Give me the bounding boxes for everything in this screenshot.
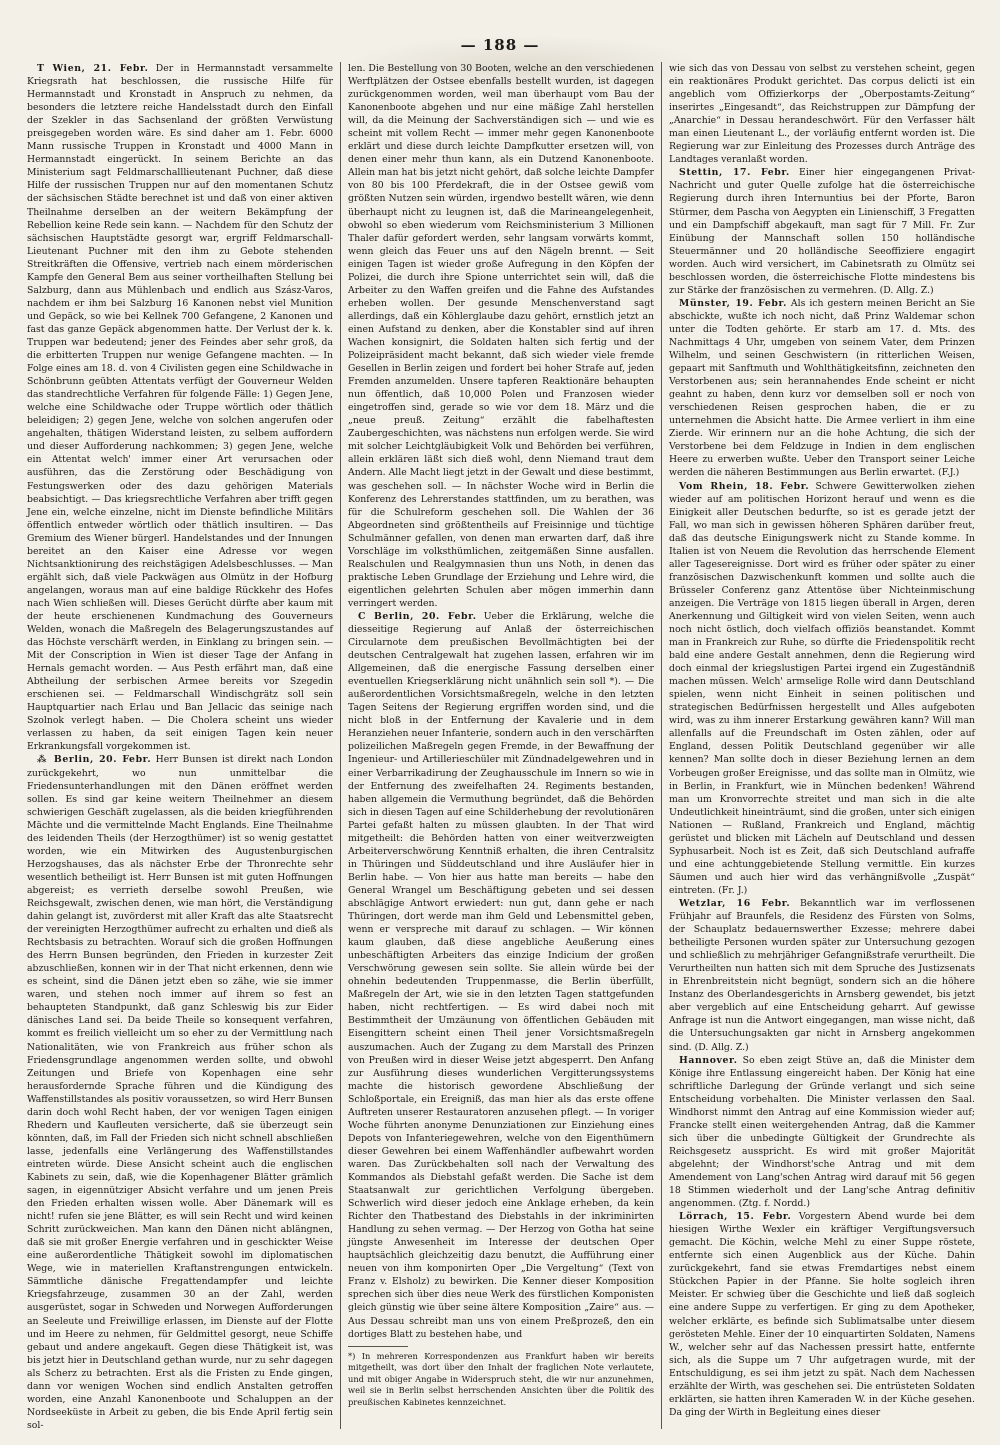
article-paragraph bbox=[669, 297, 975, 480]
article-paragraph bbox=[27, 753, 333, 1429]
article-text: Ueber die Erklärung, welche die diesseitige Regierung auf Anlaß der österreichischen Circularnote dem preußischen Bevollmächtigten bei der deutschen Centralgewalt hat zugehen lassen, erfahren wir im Allgemeinen, daß die energische Fassung derselben einer eventuellen Kriegserklärung nicht unähnlich sein soll *). — Die außerordentlichen Vorsichtsmaßregeln, welche in den letzten Tagen Seitens der Regierung ergriffen worden sind, und die nicht bloß in der Entfernung der Kavalerie und in dem Heranziehen neuer Infanterie, sondern auch in den verschärften polizeilichen Maßregeln gegen Fremde, in der Bewaffnung der Ingenieur- und Artillerieschüler mit Zündnadelgewehren und in einer Verbarrikadirung der Zeughausschule im Innern so wie in der Entfernung des zweifelhaften 24. Regiments bestanden, haben allgemein die Vermuthung begründet, daß die Behörden sich in diesen Tagen auf eine Schilderhebung der revolutionären Partei gefaßt halten zu müssen glaubten. In der That wird mitgetheilt: die Behörden hatten von einer weitverzweigten Arbeiterverschwörung Kenntniß erhalten, die ihren Centralsitz in Thüringen und Süddeutschland und ihre Ausläufer hier in Berlin habe. — Von hier aus hatte man bereits — habe den General Wrangel um Beschäftigung gebeten und sei dessen abschlägige Antwort erwiedert: nun gut, dann gehe er nach Thüringen, dort werde man ihm Geld und Lebensmittel geben, wenn er verspreche mit darauf zu schlagen. — Wir können kaum glauben, daß diese angebliche Aeußerung eines unbeschäftigten Arbeiters das einzige Indicium der großen Verschwörung gewesen sein sollte. Sie allein würde bei der ohnehin bedeutenden Truppenmasse, die Berlin überfüllt, Maßregeln der Art, wie sie in den letzten Tagen stattgefunden haben, nicht rechtfertigen. — Es wird dabei noch mit Bestimmtheit der Umzäunung von öffentlichen Gebäuden mit Eisengittern scheint einen Theil jener Vorsichtsmaßregeln auszumachen. Auch der Zugang zu dem Marstall des Prinzen von Preußen wird in dieser Weise jetzt abgesperrt. Den Anfang zur Ausführung dieses wunderlichen Vergitterungssystems machte die historisch gewordene Abschließung der Schloßportale, ein Ereigniß, das man hier als das erste offene Auftreten unserer Restauratoren anzusehen pflegt. — In voriger Woche führten anonyme Denunziationen zur Einziehung eines Depots von Infanteriegewehren, welche von den Eigenthümern dieser Gewehren bei einem Waffenhändler aufbewahrt worden waren. Das Zurückbehalten soll nach der Verwaltung des Kommandos als Diebstahl gefaßt werden. Die Sache ist dem Staatsanwalt zur gerichtlichen Verfolgung übergeben. Schwerlich wird dieser jedoch eine Anklage erheben, da kein Richter den Thatbestand des Diebstahls in der inkriminirten Handlung zu sehen vermag. — Der Herzog von Gotha hat seine jüngste Anwesenheit im Interesse der deutschen Oper hauptsächlich gleichzeitig dazu benutzt, die Aufführung einer neuen von ihm komponirten Oper „Die Vergeltung“ (Text von Franz v. Elsholz) zu bewirken. Die Kenner dieser Komposition sprechen sich über dies neue Werk des fürstlichen Komponisten gleich günstig wie über seine ältere Komposition „Zaire“ aus. — Aus Dessau schreibt man uns von einem Preßprozeß, den ein dortiges Blatt zu bestehen habe, und bbox=[348, 610, 654, 1340]
article-paragraph bbox=[669, 62, 975, 166]
page-number: — 188 — bbox=[460, 36, 540, 54]
article-text: Als ich gestern meinen Bericht an Sie abschickte, wußte ich noch nicht, daß Prinz Waldemar schon unter die Todten gehörte. Er starb am 17. d. Mts. des Nachmittags 4 Uhr, umgeben von seinem Vater, dem Prinzen Wilhelm, und seinen Geschwistern (in ritterlichen Weisen, gepaart mit Sanftmuth und Wohlthätigkeitsfinn, zeichneten den Verstorbenen aus; sein herannahendes Ende scheint er nicht geahnt zu haben, denn kurz vor demselben soll er noch von verschiedenen Reisen gesprochen haben, die er zu unternehmen die Absicht hatte. Die Armee verliert in ihm eine Zierde. Wir erinnern nur an die hohe Achtung, die sich der Verstorbene bei dem Feldzuge in Indien in dem englischen Heere zu erwerben wußte. Ueber den Transport seiner Leiche werden die näheren Bestimmungen aus Berlin erwartet. (F.J.) bbox=[669, 297, 975, 479]
article-paragraph bbox=[669, 166, 975, 296]
column-right bbox=[661, 62, 982, 1429]
article-text: Der in Hermannstadt versammelte Kriegsrath hat beschlossen, die russische Hilfe für Hermannstadt und Kronstadt in Anspruch zu nehmen, da besonders die letztere reiche Handelsstadt durch den Einfall der Szekler in das Sachsenland der größten Verwüstung preisgegeben worden wäre. Es sind daher am 1. Febr. 6000 Mann russische Truppen in Kronstadt und 4000 Mann in Hermannstadt eingerückt. In seinem Berichte an das Ministerium sagt Feldmarschalllieutenant Puchner, daß diese Hilfe der russischen Truppen nur auf den momentanen Schutz der sächsischen Städte berechnet ist und daß von einer aktiven Theilnahme derselben an der weitern Bekämpfung der Rebellion keine Rede sein kann. — Nachdem für den Schutz der sächsischen Hauptstädte gesorgt war, ergriff Feldmarschall-Lieutenant Puchner mit den ihm zu Gebote stehenden Streitkräften die Offensive, vertrieb nach einem mörderischen Kampfe den General Bem aus seiner vortheilhaften Stellung bei Salzburg, dann aus Mühlenbach und endlich aus Szász-Varos, nachdem er ihm bei Salzburg 16 Kanonen nebst viel Munition und Gepäck, so wie bei Kellnek 700 Gefangene, 2 Kanonen und fast das ganze Gepäck abgenommen hatte. Der Verlust der k. k. Truppen war bedeutend; jener des Feindes aber sehr groß, da die erbitterten Truppen nur wenige Gefangene machten. — In Folge eines am 18. d. von 4 Civilisten gegen eine Schildwache in Schönbrunn geübten Attentats verfügt der Gouverneur Welden das standrechtliche Verfahren für folgende Fälle: 1) Gegen Jene, welche eine Schildwache oder Truppe wörtlich oder thätlich beleidigen; 2) gegen Jene, welche von solchen angerufen oder angehalten, thätigen Widerstand leisten, zu selbem auffordern und dieser Aufforderung nachkommen; 3) gegen Jene, welche ein Attentat welch' immer einer Art verursachen oder ausführen, das die Zerstörung oder Beschädigung von Festungswerken oder des dazu gehörigen Materials beabsichtigt. — Das kriegsrechtliche Verfahren aber trifft gegen Jene ein, welche einzelne, nicht im Dienste befindliche Militärs öffentlich entweder wörtlich oder thätlich insultiren. — Das Gremium des Wiener bürgerl. Handelstandes und der Innungen bereitet an den Kaiser eine Adresse vor wegen Nichtsanktionirung des reichstägigen Adelsbeschlusses. — Man ergählt sich, daß viele Packwägen aus Olmütz in der Hofburg angelangen, woraus man auf eine baldige Rückkehr des Hofes nach Wien schließen will. Dieses Gerücht dürfte aber kaum mit der heute erschienenen Kundmachung des Gouverneurs Welden, wonach die Maßregeln des Belagerungszustandes auf das Höchste verschärft werden, in Einklang zu bringen sein. — Mit der Conscription in Wien ist dieser Tage der Anfang in Hernals gemacht worden. — Aus Pesth erfährt man, daß eine Abtheilung der serbischen Armee bereits vor Szegedin erschienen sei. — Feldmarschall Windischgrätz soll sein Hauptquartier nach Erlau und Ban Jellacic das seinige nach Szolnok verlegt haben. — Die Cholera scheint uns wieder verlassen zu haben, da seit einigen Tagen kein neuer Erkrankungsfall vorgekommen ist. bbox=[27, 63, 333, 753]
article-text: Einer hier eingegangenen Privat-Nachricht und guter Quelle zufolge hat die österreichische Regierung durch ihren Internuntius bei der Pforte, Baron Stürmer, dem Pascha von Aegypten ein Linienschiff, 3 Fregatten und ein Dampfschiff abgekauft, man sagt für 7 Mill. Fr. Zur Einübung der Mannschaft sollen 150 holländische Steuermänner und 20 holländische Seeoffiziere engagirt worden. Auch wird versichert, im Cabinetsrath zu Olmütz sei beschlossen worden, die österreichische Flotte mindestens bis zur Stärke der französischen zu vermehren. (D. Allg. Z.) bbox=[669, 167, 975, 296]
article-dateline: Wetzlar, 16 Febr. bbox=[679, 898, 791, 909]
article-paragraph bbox=[348, 610, 654, 1341]
article-dateline: Münster, 19. Febr. bbox=[679, 297, 787, 309]
article-dateline: ⁂ Berlin, 20. Febr. bbox=[37, 754, 152, 766]
article-text: wie sich das von Dessau von selbst zu verstehen scheint, gegen ein reaktionäres Produkt gerichtet. Das corpus delicti ist ein angeblich vom Offizierkorps der „Oberpostamts-Zeitung“ inserirtes „Eingesandt“, das Reichstruppen zur Dämpfung der „Anarchie“ in Dessau herandeschwört. Für den Verfasser hält man einen Lieutenant L., der vorläufig entfernt worden ist. Die Regierung war zur Einleitung des Prozesses durch Anträge des Landtages veranlaßt worden. bbox=[669, 63, 975, 166]
article-paragraph bbox=[669, 897, 975, 1054]
article-paragraph bbox=[669, 480, 975, 898]
column-left bbox=[20, 62, 340, 1429]
article-dateline: Lörrach, 15. Febr. bbox=[679, 1211, 792, 1223]
article-text: Herr Bunsen ist direkt nach London zurückgekehrt, wo nun unmittelbar die Friedensunterhandlungen mit den Dänen eröffnet werden sollen. Es sind gar keine weitern Theilnehmer an diesem schwierigen Geschäft zugelassen, als die beiden kriegführenden Mächte und die vermittelnde Macht Englands. Eine Theilnahme des leidenden Theils (der Herzogthümer) ist so wenig gestattet worden, wie ein Mitwirken des Augustenburgischen Herzogshauses, das als nächster Erbe der Thronrechte sehr wesentlich betheiligt ist. Herr Bunsen ist mit guten Hoffnungen abgereist; es verrieth derselbe sowohl Preußen, wie Reichsgewalt, zwischen denen, wie man hört, die Verständigung dahin gelangt ist, zuvörderst mit aller Kraft das alte Staatsrecht der vereinigten Herzogthümer aufrecht zu erhalten und dieß als Rechtsbasis zu betrachten. Worauf sich die großen Hoffnungen des Herrn Bunsen begründen, den Frieden in kurzester Zeit abzuschließen, konnen wir in der That nicht erkennen, denn wie es scheint, sind die Dänen jetzt eben so zähe, wie sie immer waren, und stehen noch immer auf ihrem so fest an behaupteten Standpunkt, daß ganz Schleswig bis zur Eider dänisches Land sei. Da beide Theile so konsequent verfahren, kommt es freilich vielleicht um so eher zu der Vermittlung nach Nationalitäten, wie von Frankreich aus früher schon als Friedensgrundlage angenommen werden sollte, und obwohl Zeitungen und Briefe von Kopenhagen eine sehr herausfordernde Sprache führen und die Kündigung des Waffenstillstandes als positiv voraussetzen, so wird Herr Bunsen darin doch wohl Recht haben, der vor wenigen Tagen einigen Rhedern und Kaufleuten versicherte, daß sie überzeugt sein könnten, daß, im Fall der Frieden sich nicht schnell abschließen lasse, jedenfalls eine Verlängerung des Waffenstillstandes eintreten würde. Diese Ansicht scheint auch die englischen Kabinets zu sein, daß, wie die Kopenhagener Blätter grämlich sagen, in eigennütziger Absicht verfahre und um jenen Preis den Frieden erhalten wissen wolle. Aber Dänemark will es nicht! rufen sie jene Blätter, es will sein Recht und wird keinen Schritt zurückweichen. Man kann den Dänen nicht ablängnen, daß sie mit großer Energie verfahren und in geschickter Weise eine außerordentliche Thätigkeit sowohl im diplomatischen Wege, wie in materiellen Kraftanstrengungen entwickeln. Sämmtliche dänische Fregattendampfer und leichte Kriegsfahrzeuge, zusammen 30 an der Zahl, werden ausgerüstet, sogar in Schweden und Norwegen Aufforderungen an Seeleute und Freiwillige erlassen, im Dienste auf der Flotte und im Heere zu nehmen, für Geldmittel gesorgt, neue Schiffe gebaut und andere angekauft. Gegen diese Thätigkeit ist, was bis jetzt hier in Deutschland gethan wurde, nur zu sehr dagegen als Scherz zu betrachten. Erst als die Fristen zu Ende gingen, dann vor wenigen Wochen sind endlich Anstalten getroffen worden, eine Anzahl Kanonenboote und Schaluppen an der Nordseeküste in Arbeit zu geben, die bis Ende April fertig sein sol- bbox=[27, 754, 333, 1429]
article-paragraph bbox=[669, 1210, 975, 1419]
article-text: So eben zeigt Stüve an, daß die Minister dem Könige ihre Entlassung eingereicht haben. Der König hat eine schriftliche Darlegung der Gründe verlangt und sich seine Entscheidung vorbehalten. Die Minister verlassen den Saal. Windhorst nimmt den Antrag auf eine Kommission wieder auf; Francke stellt einen weitergehenden Antrag, daß die Kammer sich über die unbedingte Gültigkeit der Grundrechte als Reichsgesetz ausspricht. Es wird mit großer Majorität abgelehnt; der Windhorst'sche Antrag und mit dem Amendement von Lang'schen Antrag wird darauf mit 56 gegen 18 Stimmen wiederholt und der Lang'sche Antrag definitiv angenommen. (Ztg. f. Nordd.) bbox=[669, 1054, 976, 1210]
column-middle bbox=[340, 62, 661, 1429]
article-text: Vorgestern Abend wurde bei dem hiesigen Wirthe Wexler ein kräftiger Vergiftungsversuch gemacht. Die Köchin, welche Mehl zu einer Suppe röstete, entfernte sich einen Augenblick aus der Küche. Dahin zurückgekehrt, fand sie etwas Fremdartiges nebst einem Stückchen Papier in der Pfanne. Sie holte sogleich ihren Meister. Er schwieg über die Geschichte und ließ daß sogleich eine andere Suppe zu verfertigen. Er ging zu dem Apotheker, welcher erklärte, es befinde sich Sublimatsalbe unter diesem gerösteten Mehle. Einer der 10 einquartirten Soldaten, Namens W., welcher sehr auf das Nachessen pressirt hatte, entfernte sich, als die Suppe um 7 Uhr aufgetragen wurde, mit der Entschuldigung, es sei ihm jetzt zu spät. Nach dem Nachessen erzählte der Wirth, was geschehen sei. Die entrüsteten Soldaten erklärten, sie hatten ihren Kameraden W. in der Küche gesehen. Da ging der Wirth in Begleitung eines dieser bbox=[669, 1211, 975, 1418]
footnote-divider bbox=[348, 1346, 408, 1347]
article-text: Bekanntlich war im verflossenen Frühjahr auf Braunfels, die Residenz des Fürsten von Solms, der Schauplatz bedauernswerther Exzesse; mehrere dabei betheiligte Personen wurden später zur Untersuchung gezogen und schließlich zu mehrjähriger Gefangnißstrafe verurtheilt. Die Verurtheilten nun hatten sich mit dem Spruche des Justizsenats in Ehrenbreitstein nicht begnügt, sondern sich an die höhere Instanz des Oberlandesgerichts in Arnsberg gewendet, bis jetzt aber vergeblich auf eine Entscheidung geharrt. Auf gewisse Anfrage ist nun die Antwort eingegangen, man wisse nicht, daß die Untersuchungsakten gar nicht in Arnsberg angekommen sind. (D. Allg. Z.) bbox=[669, 898, 975, 1053]
article-dateline: Vom Rhein, 18. Febr. bbox=[679, 480, 810, 492]
article-dateline: T Wien, 21. Febr. bbox=[37, 63, 149, 74]
footnote: *) In mehreren Korrespondenzen aus Frankfurt haben wir bereits mitgetheilt, was dort über den Inhalt der fraglichen Note verlautete, und mit obiger Angabe in Widerspruch steht, die wir nur anzunehmen, weil sie in Berlin selbst herrschenden Ansichten über die Politik des preußischen Kabinetes kennzeichnet. bbox=[348, 1350, 654, 1407]
article-text: Schwere Gewitterwolken ziehen wieder auf am politischen Horizont herauf und wenn es die Einigkeit aller Deutschen bedurfte, so ist es gerade jetzt der Fall, wo man sich in gewissen höheren Sphären darüber freut, daß das deutsche Einigungswerk nicht zu Stande komme. In Italien ist von Neuem die Revolution das herrschende Element aller Tagesereignisse. Dort wird es früher oder später zu einer französischen Dazwischenkunft kommen und sollte auch die Brüsseler Conferenz ganz Attentöse über Nichteinmischung anzeigen. Die Verträge von 1815 liegen überall in Argen, deren Anerkennung und Giltigkeit wird von vielen Seiten, wenn auch noch nicht östlich, doch vielfach offiziös beanstandet. Kommt man in Frankreich zur Ruhe, so dürfte die Friedenspolitik recht bald eine andere Gestalt annehmen, denn die Regierung wird doch einmal der kriegslustigen Partei irgend ein Zugeständniß machen müssen. Welch' armselige Rolle wird dann Deutschland spielen, wenn nicht Einheit in seinen politischen und strategischen Bedürfnissen hergestellt und Alles aufgeboten wird, was zu ihm innerer Erstarkung gewähren kann? Will man allenfalls auf die Freundschaft im Osten zählen, oder auf England, dessen Politik Deutschland gegenüber wir alle kennen? Man sollte doch in dieser Beziehung lernen an dem Vorbeugen großer Ereignisse, und das sollte man in Olmütz, wie in Berlin, in Frankfurt, wie in München bedenken! Während man um Kronvorrechte streitet und man sich in die alte Undeutlichkeit hineinträumt, sind die großen, unter sich einigen Nationen — Rußland, Frankreich und England, mächtig gerüstet und blicken mit Lächeln auf Deutschland und dessen Syphusarbeit. Noch ist es Zeit, daß sich Deutschland aufraffe und eine achtunggebietende Stellung vermittle. Ein kurzes Säumen und auch hier wird das verhängnißvolle „Zuspät“ eintreten. (Fr. J.) bbox=[669, 480, 975, 896]
article-columns bbox=[20, 62, 982, 1429]
article-dateline: C Berlin, 20. Febr. bbox=[358, 610, 477, 622]
article-dateline: Stettin, 17. Febr. bbox=[679, 167, 790, 179]
article-text: len. Die Bestellung von 30 Booten, welche an den verschiedenen Werftplätzen der Ostsee ebenfalls bestellt wurden, ist dagegen zurückgenommen worden, weil man überhaupt vom Bau der Kanonenboote abgehen und nur eine mäßige Zahl herstellen will, da die Meinung der Sachverständigen sich — und wie es scheint mit vollem Recht — immer mehr gegen Kanonenboote erklärt und diese durch leichte Dampfkutter ersetzen will, von denen einer mehr thun kann, als ein Dutzend Kanonenboote. Allein man hat bis jetzt nicht gehört, daß solche leichte Dampfer von 80 bis 100 Pferdekraft, die in der Ostsee gewiß vom größten Nutzen sein würden, irgendwo bestellt wären, wie denn überhaupt nicht zu leugnen ist, daß die Marineangelegenheit, obwohl so eben wiederum vom Reichsministerium 3 Millionen Thaler dafür gefordert werden, sehr langsam vorwärts kommt, wenn gleich das Feuer uns auf den Nägeln brennt. — Seit einigen Tagen ist wieder große Aufregung in den Köpfen der Polizei, die durch ihre Spione unterrichtet sein will, daß die Arbeiter zu den Waffen greifen und die Fahne des Aufstandes erheben wollen. Der gesunde Menschenverstand sagt allerdings, daß ein Köhlerglaube dazu gehört, ernstlich jetzt an einen Aufstand zu denken, aber die Konstabler sind auf ihren Wachen konsignirt, die Soldaten halten sich fertig und der Polizeipräsident macht bekannt, daß sich wieder viele fremde Gesellen in Berlin zeigen und fordert bei hoher Strafe auf, jeden Fremden anzumelden. Unsere tapferen Reaktionäre behaupten nun öffentlich, daß 10,000 Polen und Franzosen wieder eingetroffen sind, gerade so wie vor dem 18. März und die „neue preuß. Zeitung“ erzählt die fabelhaftesten Zaubergeschichten, was nächstens nun erfolgen werde. Sie wird mit solcher Leichtgläubigkeit Volk und Behörden bei verführen, allein erklären läßt sich dieß wohl, denn Niemand traut dem Andern. Alle Macht liegt jetzt in der Gewalt und diese bestimmt, was geschehen soll. — In nächster Woche wird in Berlin die Konferenz des Lehrerstandes stattfinden, um zu berathen, was für die Schulreform geschehen soll. Die Wahlen der 36 Abgeordneten sind größtentheils auf Freisinnige und tüchtige Schulmänner gefallen, von denen man erwarten darf, daß ihre Vorschläge im volksthümlichen, zeitgemäßen Sinne ausfallen. Realschulen und Realgymnasien thun uns Noth, in denen das praktische Leben Grundlage der Erziehung und Lehre wird, die eigentlichen gelehrten Schulen aber mögen immerhin dann verringert werden. bbox=[348, 63, 654, 609]
article-paragraph bbox=[27, 62, 333, 753]
article-paragraph bbox=[348, 62, 654, 610]
article-dateline: Hannover. bbox=[679, 1054, 738, 1066]
article-paragraph bbox=[669, 1054, 975, 1211]
